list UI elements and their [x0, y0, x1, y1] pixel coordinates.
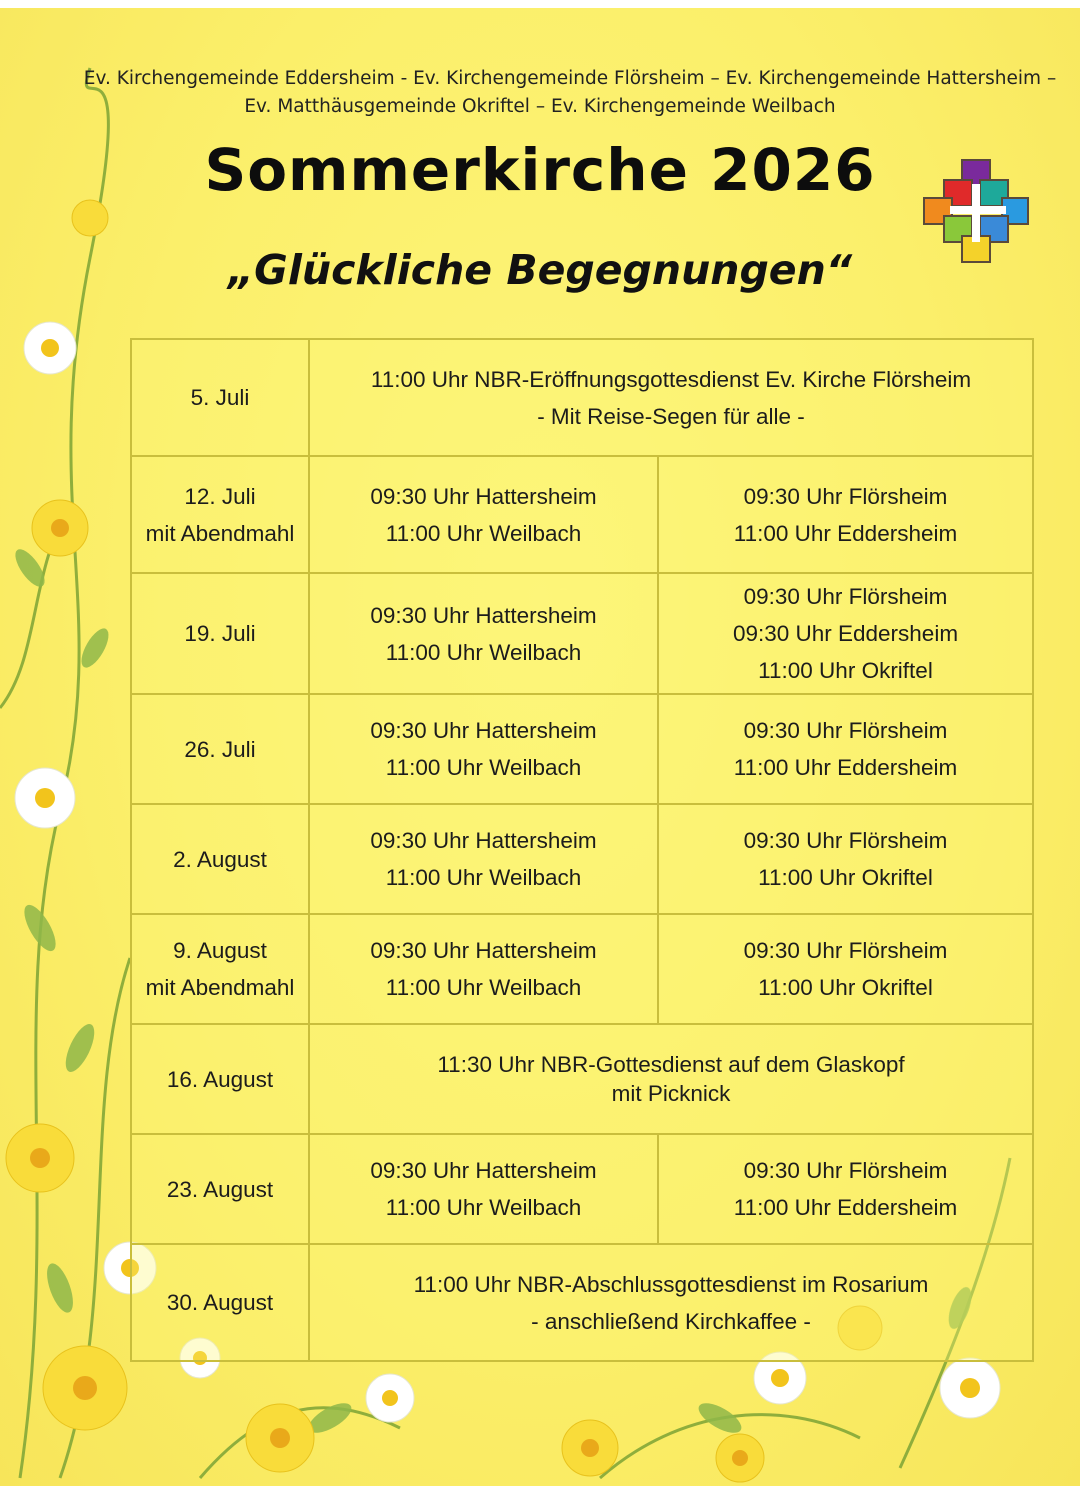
- service-cell-full-line: 11:00 Uhr NBR-Eröffnungsgottesdienst Ev. Kirche Flörsheim: [370, 366, 972, 392]
- service-cell-left-line: 11:00 Uhr Weilbach: [385, 1195, 582, 1220]
- header-parishes-line-1: Ev. Kirchengemeinde Eddersheim - Ev. Kirchengemeinde Flörsheim – Ev. Kirchengemeinde Hattersheim –: [83, 68, 1057, 89]
- service-cell-right-line: 11:00 Uhr Okriftel: [758, 658, 933, 683]
- service-cell-full-line: - anschließend Kirchkaffee -: [531, 1308, 811, 1334]
- date-cell: [131, 456, 309, 573]
- date-cell-line: 19. Juli: [184, 621, 256, 646]
- schedule-row: [131, 456, 1033, 573]
- date-cell: [131, 339, 309, 456]
- date-cell-line: 12. Juli: [184, 483, 256, 509]
- service-cell-right: [658, 804, 1033, 914]
- date-cell: [131, 1134, 309, 1244]
- schedule-row: [131, 694, 1033, 804]
- service-cell-full-line: 11:00 Uhr NBR-Abschlussgottesdienst im Rosarium: [413, 1271, 929, 1297]
- service-cell-left-line: 11:00 Uhr Weilbach: [385, 755, 582, 780]
- service-cell-left-line: 11:00 Uhr Weilbach: [385, 865, 582, 890]
- service-cell-left-line: 09:30 Uhr Hattersheim: [370, 1158, 597, 1183]
- service-cell-left: [309, 573, 658, 694]
- schedule-table: [130, 338, 1034, 1362]
- date-cell-line: 16. August: [166, 1066, 274, 1092]
- service-cell-full: [309, 1024, 1033, 1134]
- service-cell-right-line: 09:30 Uhr Flörsheim: [743, 828, 948, 853]
- service-cell-left-line: 09:30 Uhr Hattersheim: [370, 602, 597, 628]
- date-cell-line: mit Abendmahl: [145, 520, 295, 546]
- service-cell-left-line: 11:00 Uhr Weilbach: [385, 520, 582, 546]
- service-cell-right-line: 09:30 Uhr Flörsheim: [743, 1158, 948, 1183]
- schedule-row: [131, 1134, 1033, 1244]
- date-cell: [131, 573, 309, 694]
- colorful-cross-logo-icon: [920, 154, 1032, 266]
- service-cell-right-line: 09:30 Uhr Flörsheim: [743, 718, 948, 743]
- service-cell-right: [658, 914, 1033, 1024]
- service-cell-left-line: 09:30 Uhr Hattersheim: [370, 483, 597, 509]
- date-cell: [131, 1244, 309, 1361]
- service-cell-right-line: 09:30 Uhr Flörsheim: [743, 584, 948, 609]
- service-cell-right-line: 11:00 Uhr Eddersheim: [733, 520, 958, 546]
- service-cell-full-line: 11:30 Uhr NBR-Gottesdienst auf dem Glaskopf: [437, 1052, 905, 1077]
- service-cell-left: [309, 456, 658, 573]
- date-cell-line: 30. August: [166, 1290, 274, 1315]
- date-cell-line: 26. Juli: [184, 736, 256, 762]
- schedule-row: [131, 573, 1033, 694]
- date-cell-line: 23. August: [166, 1176, 274, 1202]
- schedule-row: [131, 1024, 1033, 1134]
- service-cell-right-line: 11:00 Uhr Okriftel: [758, 975, 933, 1000]
- page-subtitle: „Glückliche Begegnungen“: [227, 246, 853, 294]
- service-cell-full-line: - Mit Reise-Segen für alle -: [537, 403, 805, 429]
- service-cell-right-line: 09:30 Uhr Flörsheim: [743, 483, 948, 509]
- service-cell-left-line: 09:30 Uhr Hattersheim: [370, 718, 597, 743]
- date-cell: [131, 914, 309, 1024]
- service-cell-right-line: 09:30 Uhr Flörsheim: [743, 938, 948, 963]
- schedule-row: [131, 1244, 1033, 1361]
- service-cell-left-line: 09:30 Uhr Hattersheim: [370, 828, 597, 853]
- service-cell-right: [658, 1134, 1033, 1244]
- service-cell-right-line: 11:00 Uhr Eddersheim: [733, 1195, 958, 1220]
- schedule-row: [131, 914, 1033, 1024]
- service-cell-full: [309, 1244, 1033, 1361]
- date-cell-line: 5. Juli: [190, 385, 250, 410]
- service-cell-right: [658, 573, 1033, 694]
- schedule-row: [131, 804, 1033, 914]
- date-cell: [131, 694, 309, 804]
- service-cell-left: [309, 914, 658, 1024]
- date-cell: [131, 804, 309, 914]
- page-title: Sommerkirche 2026: [204, 136, 876, 204]
- service-cell-left-line: 09:30 Uhr Hattersheim: [370, 938, 597, 963]
- service-cell-right-line: 11:00 Uhr Okriftel: [758, 865, 933, 890]
- service-cell-left: [309, 804, 658, 914]
- service-cell-right-line: 11:00 Uhr Eddersheim: [733, 755, 958, 780]
- date-cell-line: 9. August: [173, 938, 267, 963]
- header-parishes-line-2: Ev. Matthäusgemeinde Okriftel – Ev. Kirchengemeinde Weilbach: [244, 96, 836, 117]
- service-cell-left-line: 11:00 Uhr Weilbach: [385, 975, 582, 1000]
- service-cell-left: [309, 694, 658, 804]
- service-cell-left-line: 11:00 Uhr Weilbach: [385, 639, 582, 665]
- schedule-row: [131, 339, 1033, 456]
- service-cell-full-line: mit Picknick: [611, 1081, 731, 1106]
- service-cell-full: [309, 339, 1033, 456]
- service-cell-right: [658, 694, 1033, 804]
- date-cell-line: mit Abendmahl: [145, 975, 295, 1000]
- service-cell-right: [658, 456, 1033, 573]
- date-cell: [131, 1024, 309, 1134]
- service-cell-right-line: 09:30 Uhr Eddersheim: [732, 621, 959, 646]
- poster: [0, 8, 1080, 1486]
- date-cell-line: 2. August: [173, 846, 267, 872]
- service-cell-left: [309, 1134, 658, 1244]
